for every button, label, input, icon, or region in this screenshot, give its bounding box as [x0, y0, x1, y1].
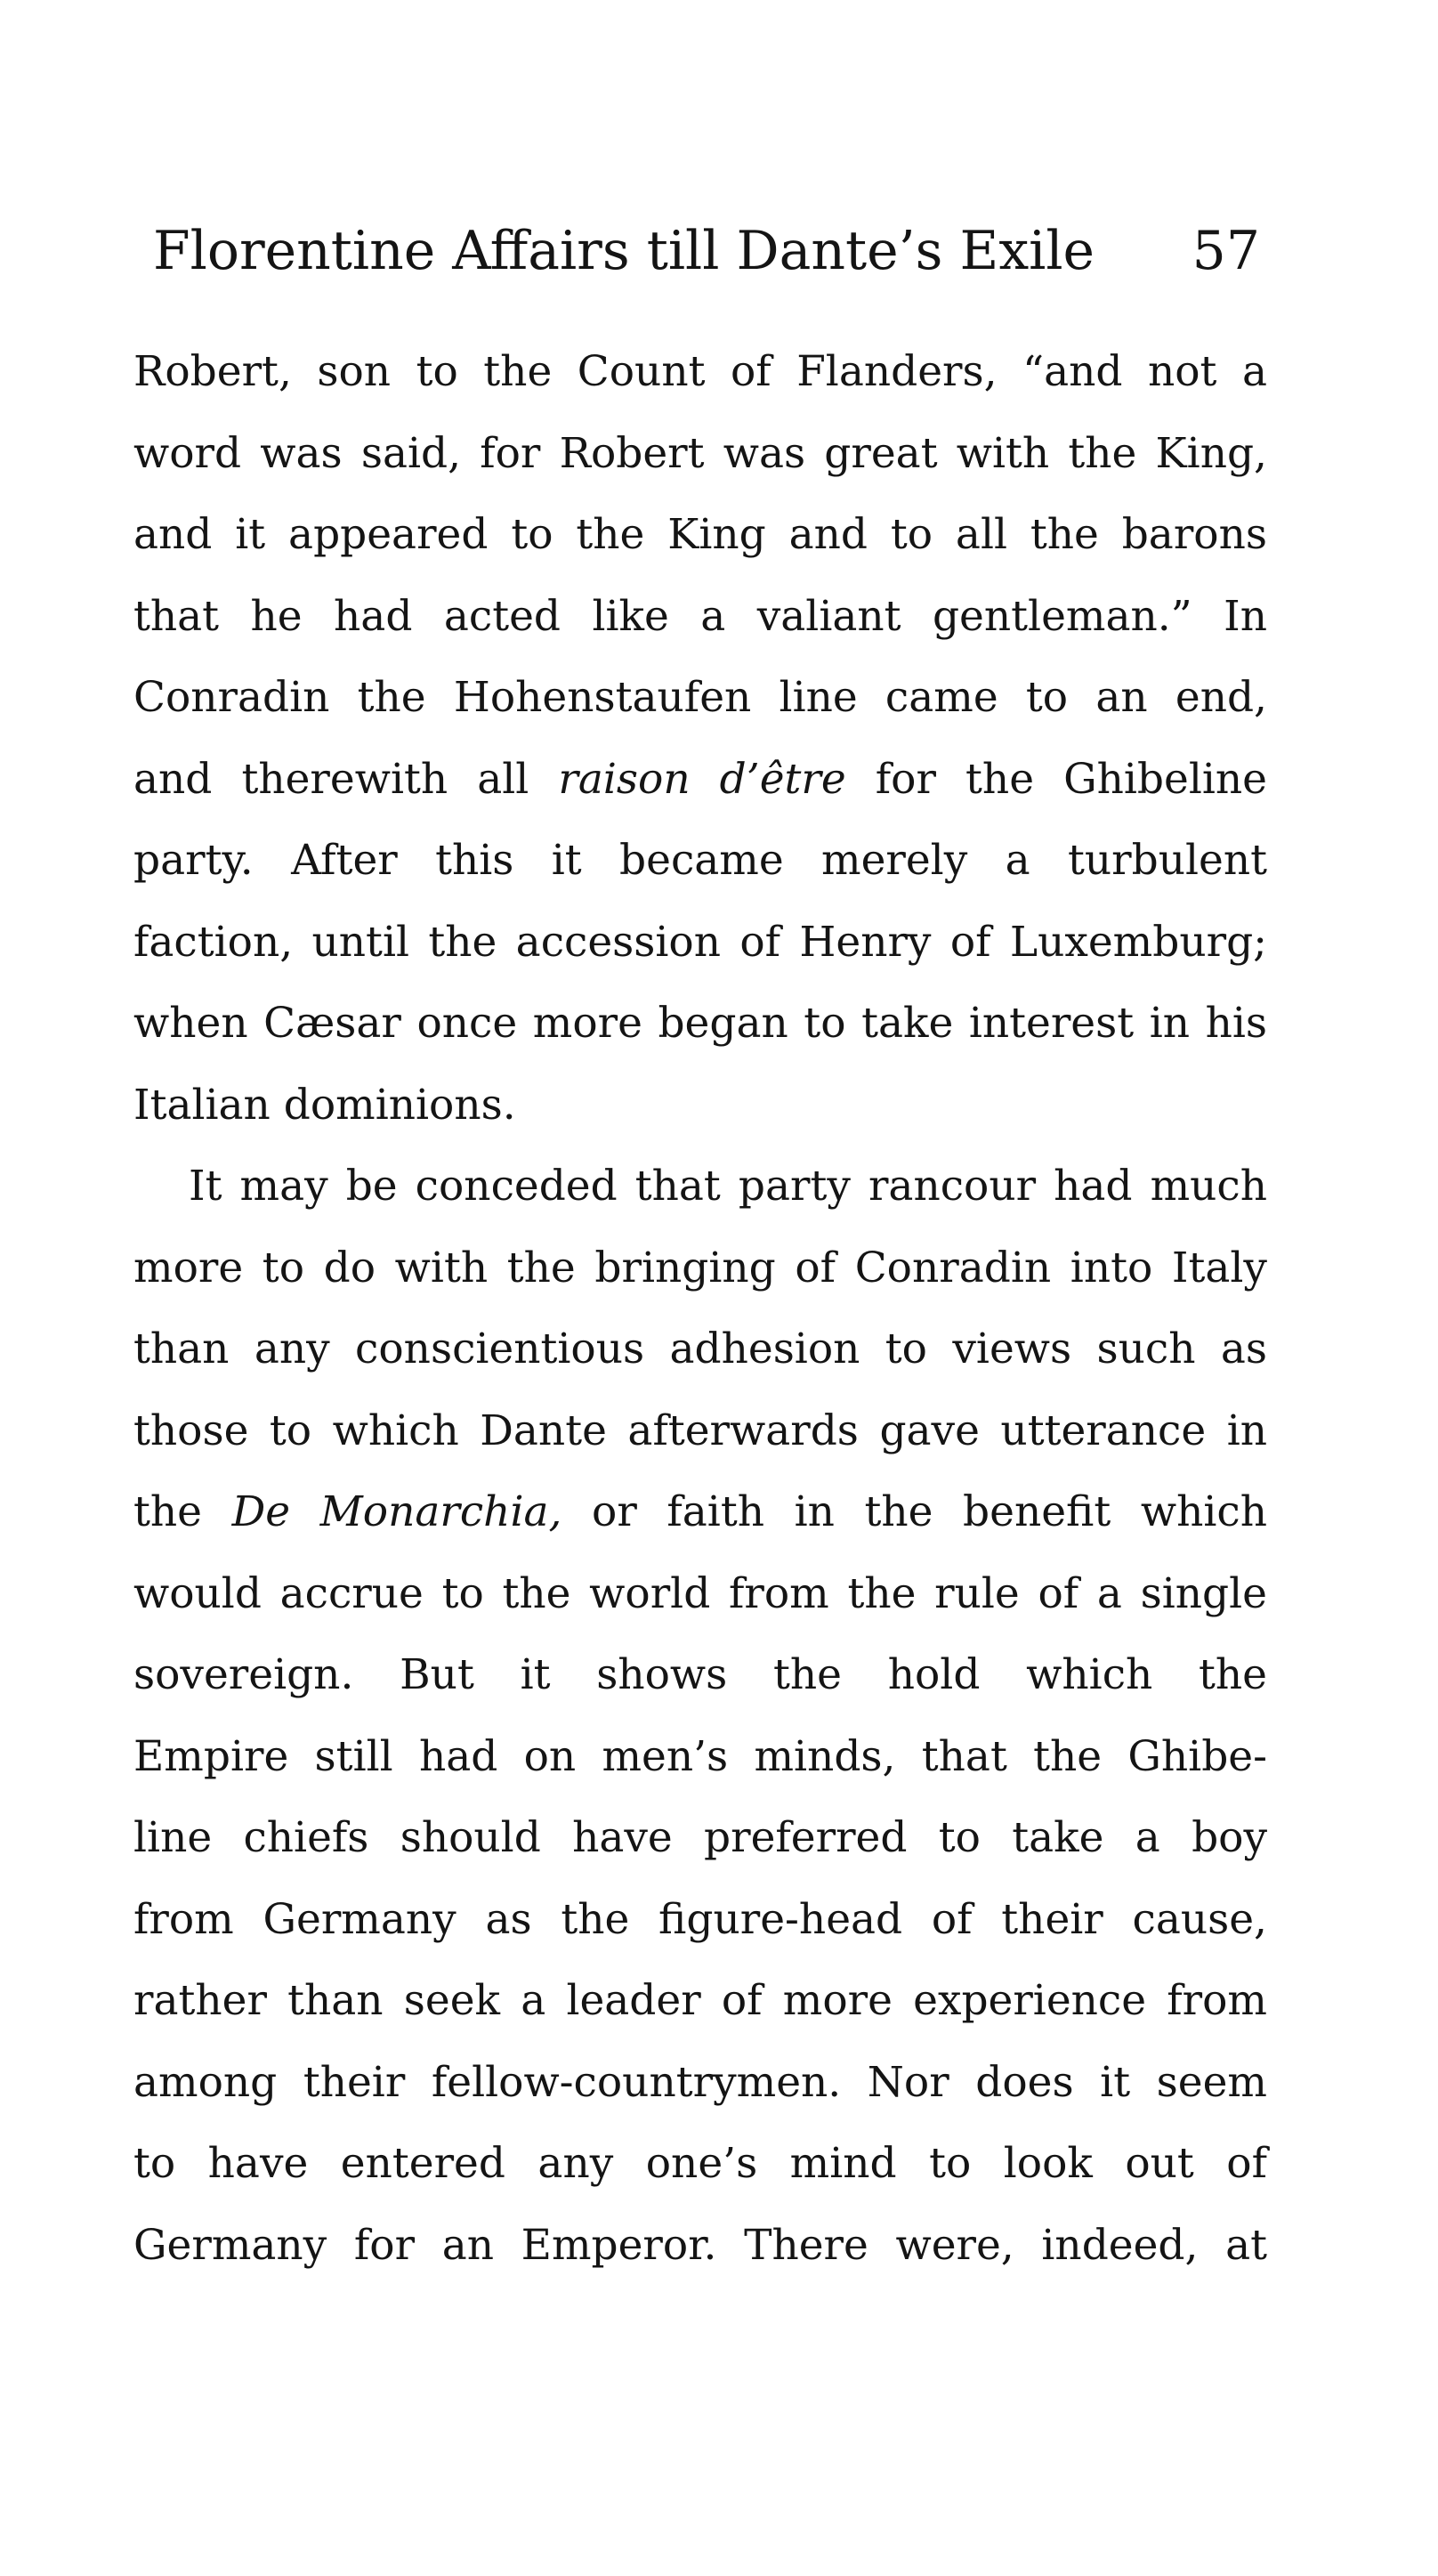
text-line: that he had acted like a valiant gentleman.” In	[133, 591, 1267, 641]
text-line: word was said, for Robert was great with the King,	[133, 428, 1267, 478]
text-line: rather than seek a leader of more experience from	[133, 1976, 1267, 2025]
text-line: It may be conceded that party rancour had much	[189, 1162, 1267, 1211]
text-line: among their fellow-countrymen. Nor does it seem	[133, 2057, 1267, 2107]
text-line: those to which Dante afterwards gave utterance in	[133, 1405, 1267, 1455]
text-line: Italian dominions.	[133, 1080, 516, 1130]
text-line: Empire still had on men’s minds, that the Ghibe-	[133, 1731, 1267, 1781]
text-line: faction, until the accession of Henry of Luxemburg;	[133, 917, 1267, 967]
page-number: 57	[1192, 220, 1260, 282]
text-line: Robert, son to the Count of Flanders, “and not a	[133, 347, 1267, 396]
text-line: when Cæsar once more began to take interest in his	[133, 999, 1267, 1048]
text-line: sovereign. But it shows the hold which the	[133, 1650, 1267, 1699]
text-segment: for the Ghibeline	[845, 754, 1267, 804]
text-line: more to do with the bringing of Conradin into Italy	[133, 1243, 1267, 1292]
text-segment: or faith in the benefit which	[561, 1487, 1267, 1536]
text-segment: and therewith all	[133, 754, 559, 804]
text-line: party. After this it became merely a turbulent	[133, 836, 1267, 885]
italic-phrase: raison d’être	[558, 754, 846, 804]
text-line: would accrue to the world from the rule of a single	[133, 1568, 1267, 1618]
text-line: than any conscientious adhesion to views such as	[133, 1324, 1267, 1373]
paragraph-1	[133, 331, 1267, 1146]
text-segment: the	[133, 1487, 232, 1536]
italic-title: De Monarchia,	[231, 1487, 562, 1536]
text-line: Germany for an Emperor. There were, indeed, at	[133, 2220, 1267, 2270]
chapter-title: Florentine Affairs till Dante’s Exile	[153, 220, 1095, 282]
text-line	[133, 1471, 1267, 1553]
text-line: to have entered any one’s mind to look out of	[133, 2139, 1267, 2188]
body-text	[133, 331, 1267, 2286]
text-line	[133, 739, 1267, 821]
text-line: line chiefs should have preferred to take a boy	[133, 1813, 1267, 1862]
text-line: and it appeared to the King and to all the barons	[133, 510, 1267, 559]
text-line: from Germany as the figure-head of their cause,	[133, 1894, 1267, 1944]
text-line: Conradin the Hohenstaufen line came to an end,	[133, 673, 1267, 722]
running-head	[153, 215, 1260, 287]
paragraph-2	[133, 1146, 1267, 2286]
